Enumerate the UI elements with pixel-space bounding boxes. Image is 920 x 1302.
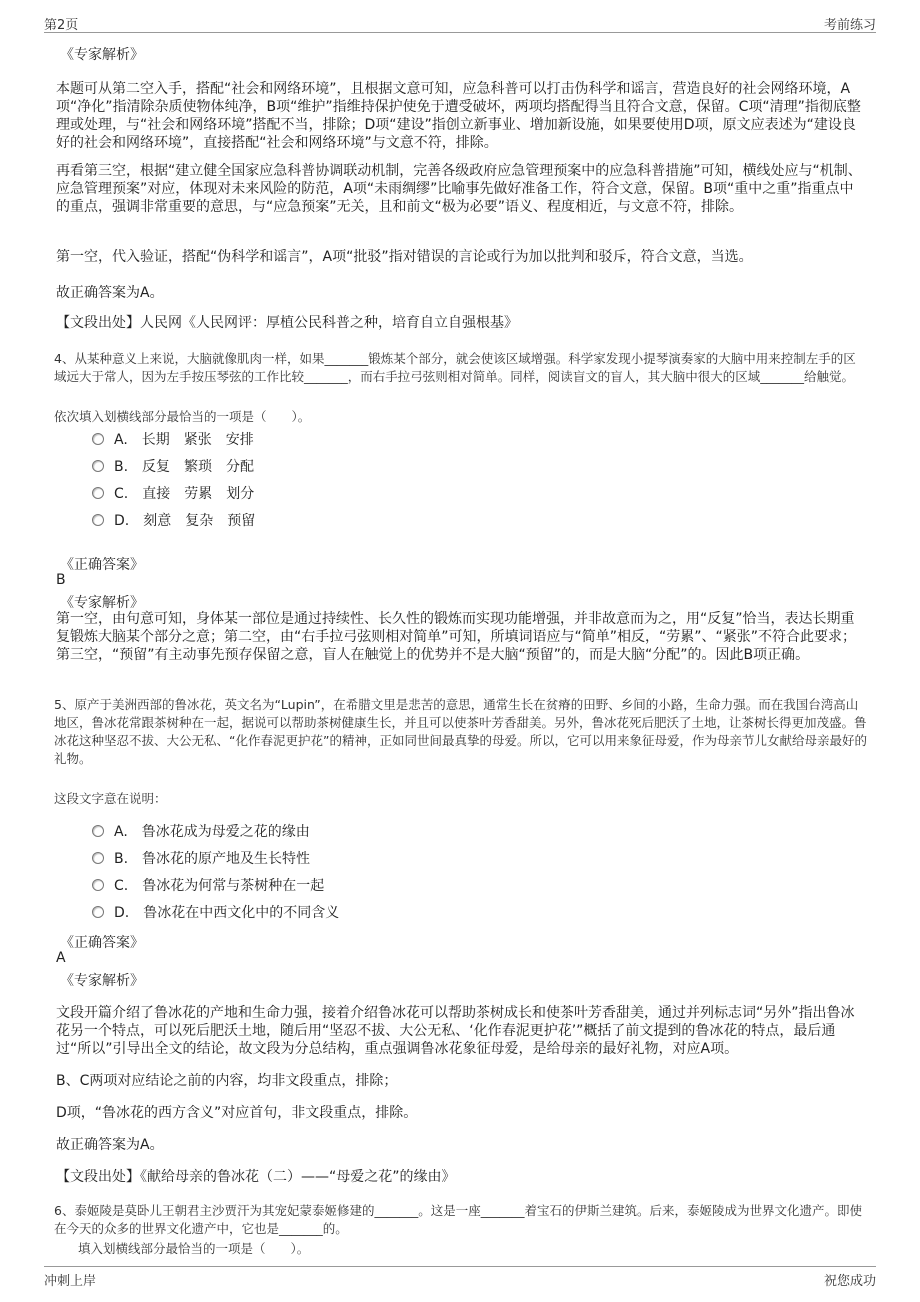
q6-stem: 6、泰姬陵是莫卧儿王朝君主沙贾汗为其宠妃蒙泰姬修建的_______。这是一座_______着宝石的伊斯兰建筑。后来，泰姬陵成为世界文化遗产。即使在今天的众多的世界文化遗产中，它也是_______的。: [54, 1203, 862, 1236]
q5-stem: 5、原产于美洲西部的鲁冰花，英文名为“Lupin”，在希腊文里是悲苦的意思，通常生长在贫瘠的田野、乡间的小路，生命力强。而在我国台湾高山地区，鲁冰花常跟茶树种在一起，据说可以帮助茶树健康生长，并且可以使茶叶芳香甜美。另外，鲁冰花死后肥沃了土地，让茶树长得更加茂盛。鲁冰花这种坚忍不拔、大公无私、“化作春泥更护花”的精神，正如同世间最真挚的母爱。所以，它可以用来象征母爱，作为母亲节儿女献给母亲最好的礼物。: [54, 697, 867, 766]
q3-analysis-para3: 第一空，代入验证，搭配“伪科学和谣言”，A项“批驳”指对错误的言论或行为加以批判和驳斥，符合文意，当选。: [56, 249, 753, 265]
radio-icon[interactable]: [92, 852, 104, 864]
q3-analysis-para1: 本题可从第二空入手，搭配“社会和网络环境”，且根据文意可知，应急科普可以打击伪科学和谣言，营造良好的社会网络环境，A项“净化”指清除杂质使物体纯净，B项“维护”指维持保护使免于遭受破坏，两项均搭配得当且符合文意，保留。C项“清理”指彻底整理或处理，与“社会和网络环境”搭配不当，排除；D项“建设”指创立新事业、增加新设施，如果要使用D项，原文应表述为“建设良好的社会和网络环境”，直接搭配“社会和网络环境”与文意不符，排除。: [56, 81, 861, 151]
q4-answer-label: 《正确答案》: [60, 557, 144, 573]
q5-analysis-para1: 文段开篇介绍了鲁冰花的产地和生命力强，接着介绍鲁冰花可以帮助茶树成长和使茶叶芳香甜美，通过并列标志词“另外”指出鲁冰花另一个特点，可以死后肥沃土地，随后用“坚忍不拔、大公无私、‘化作春泥更护花’”概括了前文提到的鲁冰花的特点，最后通过“所以”引导出全文的结论，故文段为分总结构，重点强调鲁冰花象征母爱，是给母亲的最好礼物，对应A项。: [56, 1005, 855, 1057]
q5-analysis-para3: D项，“鲁冰花的西方含义”对应首句，非文段重点，排除。: [56, 1105, 418, 1121]
q4-analysis-label: 《专家解析》: [60, 595, 144, 611]
q5-conclusion: 故正确答案为A。: [56, 1137, 164, 1153]
q4-option-c[interactable]: C. 直接 劳累 划分: [92, 484, 254, 504]
q6-prompt: 填入划横线部分最恰当的一项是（ ）。: [78, 1241, 310, 1256]
q3-analysis-label: 《专家解析》: [60, 47, 144, 63]
q5-option-b[interactable]: B. 鲁冰花的原产地及生长特性: [92, 849, 310, 869]
page-footer: [44, 1270, 876, 1290]
radio-icon[interactable]: [92, 433, 104, 445]
radio-icon[interactable]: [92, 487, 104, 499]
q4-answer: B: [56, 572, 66, 588]
q5-option-a[interactable]: A. 鲁冰花成为母爱之花的缘由: [92, 822, 310, 842]
page-header: [44, 14, 876, 34]
q3-source: 【文段出处】人民网《人民网评：厚植公民科普之种，培育自立自强根基》: [56, 315, 518, 331]
page-number: 第2页: [44, 18, 79, 33]
q5-answer: A: [56, 950, 66, 966]
radio-icon[interactable]: [92, 879, 104, 891]
q4-prompt: 依次填入划横线部分最恰当的一项是（ ）。: [54, 409, 311, 424]
footer-divider: [44, 1266, 876, 1267]
q5-source: 【文段出处】《献给母亲的鲁冰花（二）——“母爱之花”的缘由》: [56, 1169, 456, 1185]
radio-icon[interactable]: [92, 906, 104, 918]
q5-analysis-para2: B、C两项对应结论之前的内容，均非文段重点，排除；: [56, 1073, 398, 1089]
q4-option-d[interactable]: D. 刻意 复杂 预留: [92, 511, 255, 531]
q3-conclusion: 故正确答案为A。: [56, 285, 164, 301]
footer-right-text: 祝您成功: [823, 1274, 876, 1289]
q5-answer-label: 《正确答案》: [60, 935, 144, 951]
q5-option-c[interactable]: C. 鲁冰花为何常与茶树种在一起: [92, 876, 324, 896]
q5-prompt: 这段文字意在说明：: [54, 791, 167, 806]
header-divider: [44, 32, 876, 33]
q4-analysis: 第一空，由句意可知，身体某一部位是通过持续性、长久性的锻炼而实现功能增强，并非故意而为之，用“反复”恰当，表达长期重复锻炼大脑某个部分之意；第二空，由“右手拉弓弦则相对简单”可知，所填词语应与“简单”相反，“劳累”、“紧张”不符合此要求；第三空，“预留”有主动事先预存保留之意，盲人在触觉上的优势并不是大脑“预留”的，而是大脑“分配”的。因此B项正确。: [56, 611, 857, 663]
radio-icon[interactable]: [92, 825, 104, 837]
header-title: 考前练习: [823, 18, 876, 33]
q4-stem: 4、从某种意义上来说，大脑就像肌肉一样，如果_______锻炼某个部分，就会使该区域增强。科学家发现小提琴演奏家的大脑中用来控制左手的区域远大于常人，因为左手按压琴弦的工作比较_______，而右手拉弓弦则相对简单。同样，阅读盲文的盲人，其大脑中很大的区域_______给触觉。: [54, 351, 856, 384]
radio-icon[interactable]: [92, 460, 104, 472]
q4-option-a[interactable]: A. 长期 紧张 安排: [92, 430, 254, 450]
footer-left-text: 冲刺上岸: [44, 1274, 97, 1289]
q5-analysis-label: 《专家解析》: [60, 973, 144, 989]
radio-icon[interactable]: [92, 514, 104, 526]
q4-option-b[interactable]: B. 反复 繁琐 分配: [92, 457, 254, 477]
q3-analysis-para2: 再看第三空，根据“建立健全国家应急科普协调联动机制，完善各级政府应急管理预案中的应急科普措施”可知，横线处应与“机制、应急管理预案”对应，体现对未来风险的防范，A项“未雨绸缪”比喻事先做好准备工作，符合文意，保留。B项“重中之重”指重点中的重点，强调非常重要的意思，与“应急预案”无关，且和前文“极为必要”语义、程度相近，与文意不符，排除。: [56, 163, 862, 215]
q5-option-d[interactable]: D. 鲁冰花在中西文化中的不同含义: [92, 903, 339, 923]
